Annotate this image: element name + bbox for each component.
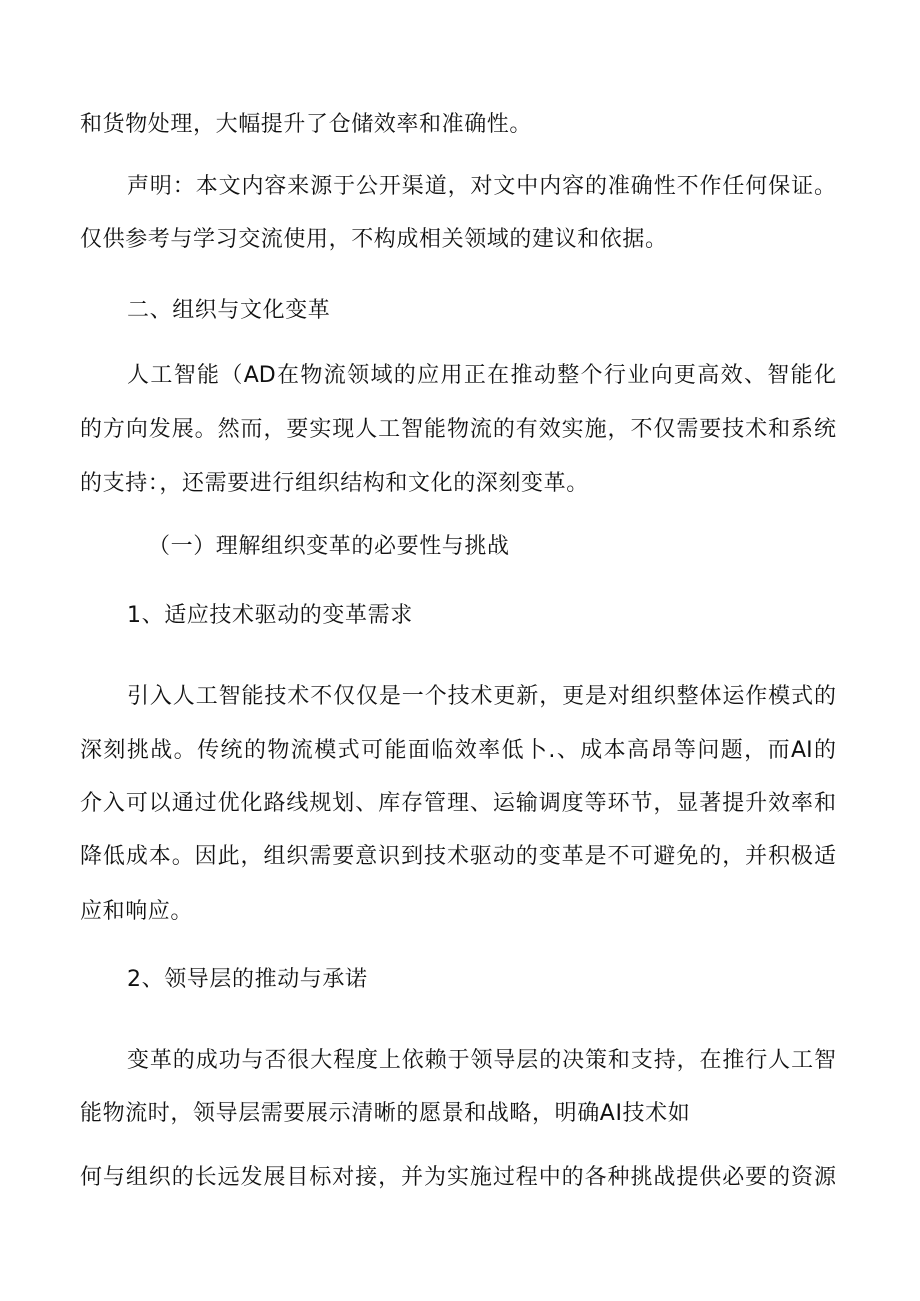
disclaimer-line: 仅供参考与学习交流使用，不构成相关领域的建议和依据。 <box>80 227 668 252</box>
paragraph-line: 和货物处理，大幅提升了仓储效率和准确性。 <box>80 112 533 137</box>
paragraph-line: 的方向发展。然而，要实现人工智能物流的有效实施，不仅需要技术和系统 <box>80 417 836 442</box>
paragraph-line: 人工智能（AD在物流领域的应用正在推动整个行业向更高效、智能化 <box>127 363 836 388</box>
item-heading: 1、适应技术驱动的变革需求 <box>127 603 413 628</box>
disclaimer-line: 声明：本文内容来源于公开渠道，对文中内容的准确性不作任何保证。 <box>127 174 836 199</box>
paragraph-line: 的支持：，还需要进行组织结构和文化的深刻变革。 <box>80 471 589 496</box>
paragraph-line: 引入人工智能技术不仅仅是一个技术更新，更是对组织整体运作模式的 <box>127 684 836 709</box>
paragraph-line: 何与组织的长远发展目标对接，并为实施过程中的各种挑战提供必要的资源 <box>80 1165 836 1190</box>
section-heading: 二、组织与文化变革 <box>127 298 331 323</box>
paragraph-line: 变革的成功与否很大程度上依赖于领导层的决策和支持，在推行人工智 <box>127 1048 836 1073</box>
paragraph-line: 降低成本。因此，组织需要意识到技术驱动的变革是不可避免的，并积极适 <box>80 844 836 869</box>
subsection-heading: （一）理解组织变革的必要性与挑战 <box>148 534 510 559</box>
paragraph-line: 应和响应。 <box>80 899 194 924</box>
paragraph-line: 能物流时，领导层需要展示清晰的愿景和战略，明确AI技术如 <box>80 1101 691 1126</box>
paragraph-line: 深刻挑战。传统的物流模式可能面临效率低卜.、成本高昂等问题，而AI的 <box>80 738 836 763</box>
item-heading: 2、领导层的推动与承诺 <box>127 967 368 992</box>
paragraph-line: 介入可以通过优化路线规划、库存管理、运输调度等环节，显著提升效率和 <box>80 791 836 816</box>
